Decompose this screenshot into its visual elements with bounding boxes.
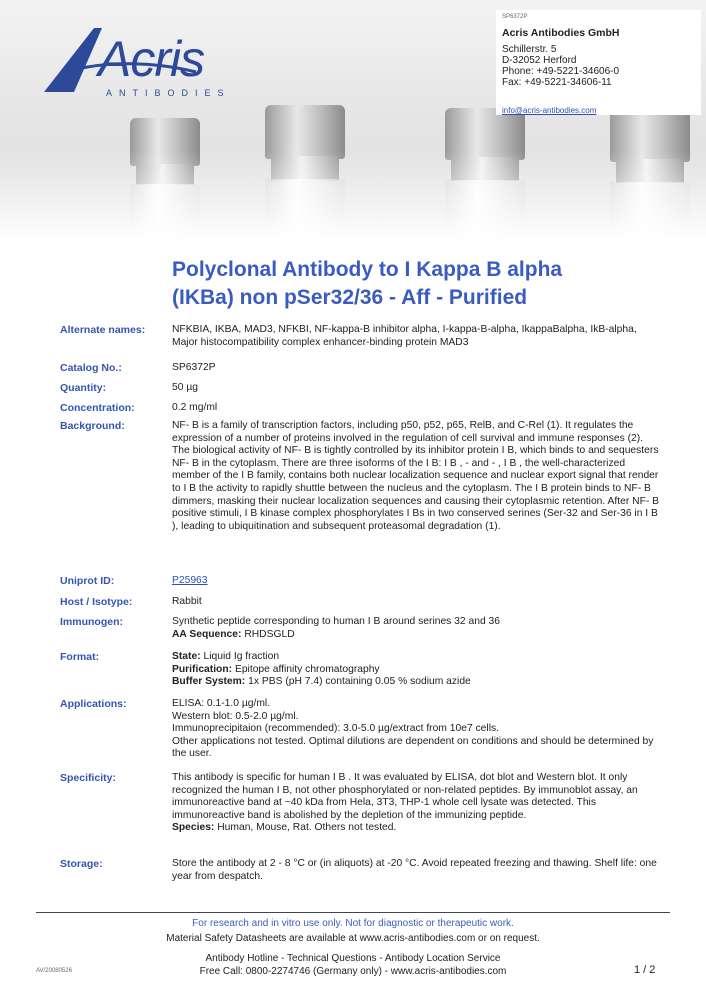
field-label: Host / Isotype: <box>60 596 133 608</box>
free-call-text: Free Call: 0800-2274746 (Germany only) - www.acris-antibodies.com <box>199 966 507 977</box>
buffer-value: 1x PBS (pH 7.4) containing 0.05 % sodium azide <box>248 676 471 688</box>
logo-subtext: ANTIBODIES <box>106 88 231 98</box>
field-value: Rabbit <box>172 596 202 607</box>
doc-code: SP6372P <box>502 14 528 20</box>
field-label: Immunogen: <box>60 616 123 628</box>
field-value: 0.2 mg/ml <box>172 402 218 413</box>
state-label: State: <box>172 651 201 662</box>
field-label: Applications: <box>60 698 127 710</box>
address-line: Schillerstr. 5 <box>502 44 557 55</box>
research-use-notice: For research and in vitro use only. Not for diagnostic or therapeutic work. <box>192 918 514 929</box>
field-label: Quantity: <box>60 382 107 394</box>
title-line: Polyclonal Antibody to I Kappa B alpha <box>172 258 563 281</box>
aa-sequence-value: RHDSGLD <box>244 628 295 640</box>
field-label: Concentration: <box>60 402 135 414</box>
application-line: Western blot: 0.5-2.0 µg/ml. <box>172 710 299 722</box>
field-label: Format: <box>60 651 100 663</box>
acris-logo <box>36 20 231 104</box>
company-name: Acris Antibodies GmbH <box>502 27 620 39</box>
field-value: Store the antibody at 2 - 8 °C or (in aliquots) at -20 °C. Avoid repeated freezing and thawing. Shelf life: one year from despatch. <box>172 858 657 882</box>
phone-line: Phone: +49-5221-34606-0 <box>502 66 620 77</box>
field-value: This antibody is specific for human I B . It was evaluated by ELISA, dot blot and Western blot. It only recognized the human I B, not other phosphorylated or non-related peptides. By immunoblot assay, an immunoreactive band at ~40 kDa from Hela, 3T3, THP-1 whole cell lysate was detected. This immunoreactive band is abolished by the depletion of the immunizing peptide. <box>172 772 638 821</box>
field-label: Uniprot ID: <box>60 575 115 587</box>
msds-notice: Material Safety Datasheets are available at www.acris-antibodies.com or on request. <box>166 933 540 944</box>
fax-line: Fax: +49-5221-34606-11 <box>502 77 612 88</box>
field-label: Alternate names: <box>60 324 146 336</box>
field-value: NFKBIA, IKBA, MAD3, NFKBI, NF-kappa-B inhibitor alpha, I-kappa-B-alpha, IkappaBalpha, IkB-alpha, Major histocompatibility complex enhancer-binding protein MAD3 <box>172 324 637 348</box>
application-line: ELISA: 0.1-1.0 µg/ml. <box>172 698 271 709</box>
page-number: 1 / 2 <box>634 964 656 976</box>
field-label: Specificity: <box>60 772 117 784</box>
field-label: Background: <box>60 420 125 432</box>
application-line: Immunoprecipitaion (recommended): 3.0-5.0 µg/extract from 10e7 cells. <box>172 723 499 735</box>
document-id: AV/20080526 <box>36 968 72 974</box>
buffer-label: Buffer System: <box>172 676 246 688</box>
footer-divider <box>36 912 670 913</box>
state-value: Liquid Ig fraction <box>203 651 280 662</box>
field-value: Synthetic peptide corresponding to human I B around serines 32 and 36 <box>172 616 501 627</box>
address-line: D-32052 Herford <box>502 55 577 66</box>
aa-sequence-label: AA Sequence: <box>172 628 242 640</box>
field-value: 50 µg <box>172 382 198 393</box>
field-label: Storage: <box>60 858 103 870</box>
purification-label: Purification: <box>172 663 233 675</box>
purification-value: Epitope affinity chromatography <box>234 663 380 675</box>
field-label: Catalog No.: <box>60 362 122 374</box>
title-line: (IKBa) non pSer32/36 - Aff - Purified <box>172 286 528 309</box>
field-value: NF- B is a family of transcription factors, including p50, p52, p65, RelB, and C-Rel (1). It regulates the expression of a number of proteins involved in the regulation of cell survival and immune responses (2). The biological activity of NF- B is tightly controlled by its inhibitor protein I B, which binds to and sequesters NF- B in the cytoplasm. There are three isoforms of the I B: I B , - and - , I B , the well-characterized member of the I B family, contains both nuclear localization sequence and nuclear export signal that render to I B the activity to rapidly shuttle between the nucleus and the cytoplasm. The I B protein binds to NF- B dimmers, masking their nuclear localization sequences and causing their cytoplasmic retention. After NF- B positive stimuli, I B kinase complex phosphorylates I Bs in two conserved serines (Ser-32 and Ser-36 in I B ), leading to ubiquitination and subsequent proteasomal degradation (1). <box>172 420 660 532</box>
hotline-text: Antibody Hotline - Technical Questions - Antibody Location Service <box>205 953 501 964</box>
application-line: Other applications not tested. Optimal dilutions are dependent on conditions and should be determined by the user. <box>172 735 654 760</box>
uniprot-link[interactable]: P25963 <box>172 575 208 586</box>
species-value: Human, Mouse, Rat. Others not tested. <box>217 822 397 834</box>
email-link[interactable]: info@acris-antibodies.com <box>502 106 597 115</box>
species-label: Species: <box>172 822 215 834</box>
field-value: SP6372P <box>172 362 216 373</box>
page-title <box>172 256 672 312</box>
company-address <box>496 10 701 115</box>
logo-text: Acris <box>98 31 205 87</box>
